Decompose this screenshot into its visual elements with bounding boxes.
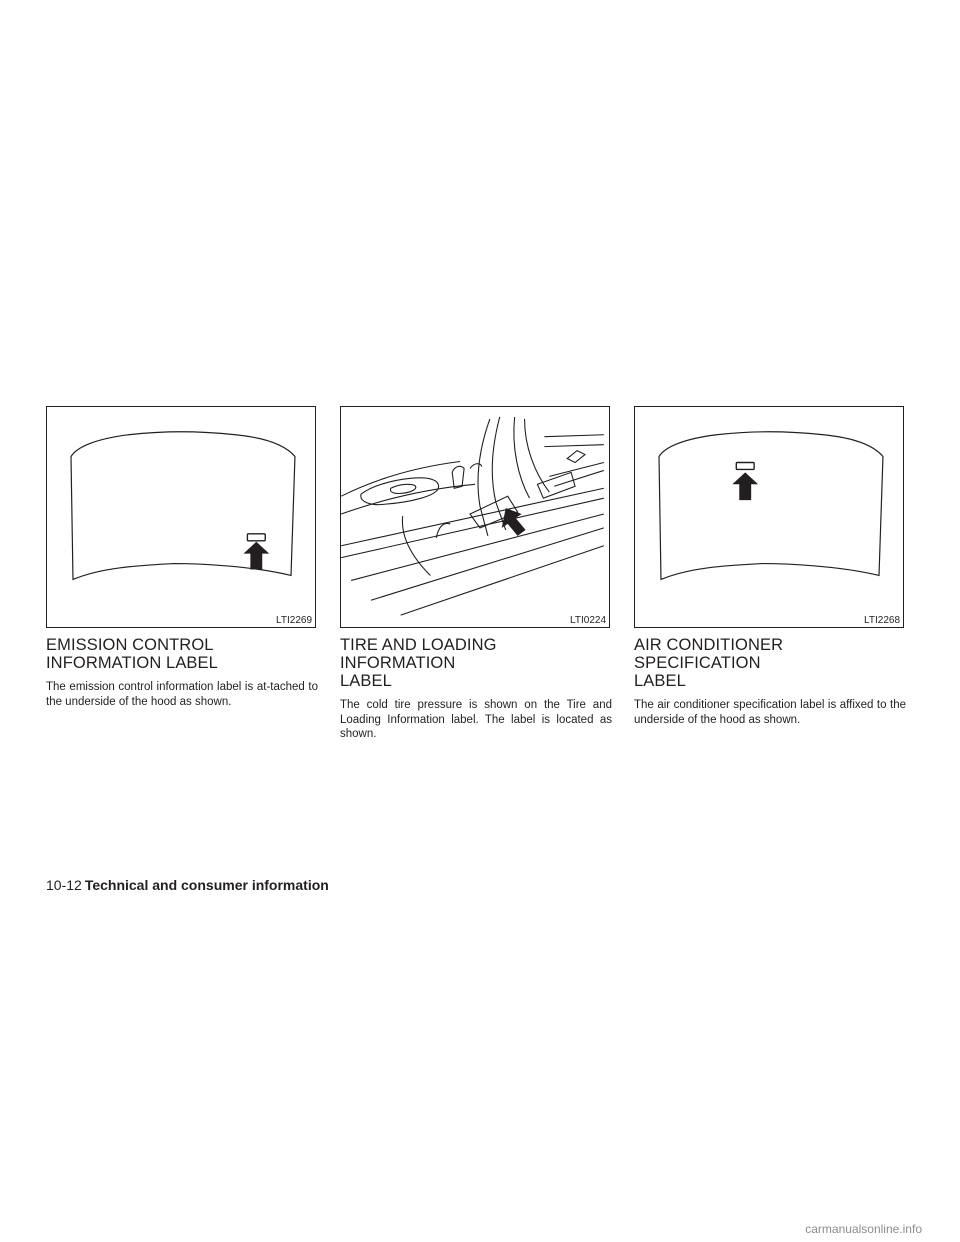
section-body: The air conditioner specification label is affixed to the underside of the hood as shown.	[634, 699, 906, 726]
figure-code: LTI2269	[276, 615, 312, 626]
figure-code: LTI2268	[864, 615, 900, 626]
section-body: The emission control information label is at-tached to the underside of the hood as shown.	[46, 681, 318, 708]
page-number: 10-12	[46, 877, 82, 893]
page-footer	[46, 877, 329, 893]
section-body: The cold tire pressure is shown on the Tire and Loading Information label. The label is located as shown.	[340, 699, 612, 740]
door-sill-illustration-icon	[341, 407, 609, 627]
section-title: TIRE AND LOADING INFORMATION LABEL	[340, 636, 497, 690]
section-tire-loading	[340, 636, 612, 742]
figure-code: LTI0224	[570, 615, 606, 626]
section-title: AIR CONDITIONER SPECIFICATION LABEL	[634, 636, 784, 690]
watermark: carmanualsonline.info	[805, 1222, 922, 1236]
figure-emission-label	[46, 406, 316, 628]
section-emission-control	[46, 636, 318, 709]
footer-section-title: Technical and consumer information	[84, 877, 329, 893]
figure-tire-label	[340, 406, 610, 628]
hood-illustration-icon	[635, 407, 903, 627]
section-air-conditioner	[634, 636, 906, 727]
hood-illustration-icon	[47, 407, 315, 627]
section-title: EMISSION CONTROL INFORMATION LABEL	[46, 636, 218, 672]
figure-ac-label	[634, 406, 904, 628]
